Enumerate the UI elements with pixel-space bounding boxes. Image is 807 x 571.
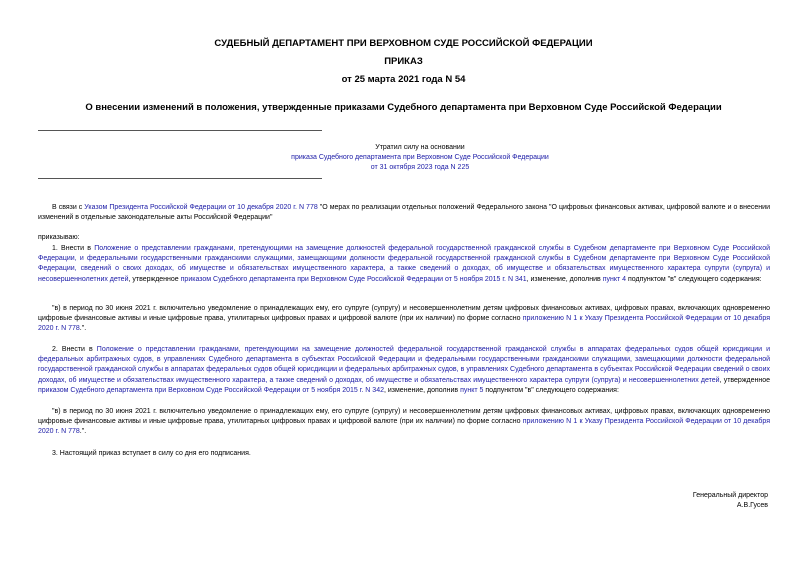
quote-1-text: "в) в период по 30 июня 2021 г. включительно уведомление о принадлежащих ему, его супруге (супругу) и несовершеннолетним детям цифровых финансовых активах, цифровых правах, включающих одновременно цифровые финансовые активы и иные цифровые права, утилитарных цифровых правах и цифровой валюте (при их наличии) по форме согласно xyxy=(38,305,770,323)
item-1-text-c: , изменение, дополнив xyxy=(526,275,603,283)
divider-bottom xyxy=(38,178,322,179)
quote-1-end: .". xyxy=(79,325,87,333)
order-341-link[interactable]: приказом Судебного департамента при Верховном Суде Российской Федерации от 5 ноября 2015 г. N 341 xyxy=(180,275,527,283)
order-342-link[interactable]: приказом Судебного департамента при Верховном Суде Российской Федерации от 5 ноября 2015 г. N 342 xyxy=(38,386,384,394)
clause-4-link[interactable]: пункт 4 xyxy=(602,275,627,283)
quote-2-text: "в) в период по 30 июня 2021 г. включительно уведомление о принадлежащих ему, его супруге (супругу) и несовершеннолетним детям цифровых финансовых активах, цифровых правах, включающих одновременно цифровые финансовые активы и иные цифровые права, утилитарных цифровых правах и цифровой валюте (при их наличии) по форме согласно xyxy=(38,408,770,426)
intro-text-rest: "О мерах по реализации отдельных положений Федерального закона "О цифровых финансовых активах, цифровой валюте и о внесении изменений в отдельные законодательные акты Российской Федерации" xyxy=(38,204,770,222)
org-heading: СУДЕБНЫЙ ДЕПАРТАМЕНТ ПРИ ВЕРХОВНОМ СУДЕ РОССИЙСКОЙ ФЕДЕРАЦИИ xyxy=(214,38,593,49)
status-note xyxy=(200,143,640,173)
item-2-text-b: , утвержденное xyxy=(719,376,771,384)
doc-type: ПРИКАЗ xyxy=(384,56,423,67)
item-2 xyxy=(38,345,770,396)
annex-1-link[interactable]: приложению N 1 к Указу Президента Российской Федерации от 10 декабря 2020 г. N 778 xyxy=(38,315,770,333)
signatory-name: А.В.Гусев xyxy=(736,502,768,509)
regulation-341-link[interactable]: Положение о представлении гражданами, претендующими на замещение должностей федеральной государственной гражданской службы в Судебном департаменте при Верховном Суде Российской Федерации, и федеральными государственными гражданскими служащими, замещающими должности федеральной государственной гражданской службы в Судебном департаменте при Верховном Суде Российской Федерации, сведений о своих доходах, об имуществе и обязательствах имущественного характера, а также сведений о доходах, об имуществе и обязательствах имущественного характера супруги (супруга) и несовершеннолетних детей xyxy=(38,245,770,283)
quote-2-end: .". xyxy=(79,428,87,436)
signatory-position: Генеральный директор xyxy=(692,492,768,499)
intro-text: В связи с xyxy=(52,204,85,211)
signature-block xyxy=(693,491,768,511)
order-word: приказываю: xyxy=(38,234,80,241)
item-1 xyxy=(38,244,770,285)
doc-title: О внесении изменений в положения, утвержденные приказами Судебного департамента при Верховном Суде Российской Федерации xyxy=(85,102,722,113)
item-1-text-b: , утвержденное xyxy=(128,275,181,283)
item-1-text: 1. Внести в xyxy=(52,245,95,252)
decree-778-link[interactable]: Указом Президента Российской Федерации от 10 декабря 2020 г. N 778 xyxy=(84,204,318,211)
item-3: 3. Настоящий приказ вступает в силу со дня его подписания. xyxy=(52,450,251,457)
annex-1-link-2[interactable]: приложению N 1 к Указу Президента Российской Федерации от 10 декабря 2020 г. N 778 xyxy=(38,418,770,436)
repeal-order-date-link[interactable]: от 31 октября 2023 года N 225 xyxy=(370,164,470,171)
intro-paragraph xyxy=(38,203,770,223)
regulation-342-link[interactable]: Положение о представлении гражданами, претендующими на замещение должностей федеральной государственной гражданской службы в аппаратах федеральных судов общей юрисдикции и федеральных арбитражных судов, в управлениях Судебного департамента в субъектах Российской Федерации и федеральными государственными гражданскими служащими, замещающими должности федеральной государственной гражданской службы в аппаратах федеральных судов общей юрисдикции и федеральных арбитражных судов, в управлениях Судебного департамента в субъектах Российской Федерации сведений о своих доходах, об имуществе и обязательствах имущественного характера, а также сведений о доходах, об имуществе и обязательствах имущественного характера супруги (супруга) и несовершеннолетних детей xyxy=(38,346,770,384)
divider-top xyxy=(38,130,322,131)
repeal-order-link[interactable]: приказа Судебного департамента при Верховном Суде Российской Федерации xyxy=(291,154,549,161)
quote-2 xyxy=(38,407,770,438)
clause-5-link[interactable]: пункт 5 xyxy=(460,386,484,394)
item-1-text-d: подпунктом "в" следующего содержания: xyxy=(626,275,762,283)
item-2-text-c: , изменение, дополнив xyxy=(383,386,461,394)
quote-1 xyxy=(38,304,770,335)
status-note-text: Утратил силу на основании xyxy=(375,144,465,151)
item-2-text: 2. Внести в xyxy=(52,346,97,353)
item-2-text-d: подпунктом "в" следующего содержания: xyxy=(483,386,619,394)
doc-date-number: от 25 марта 2021 года N 54 xyxy=(341,74,466,85)
